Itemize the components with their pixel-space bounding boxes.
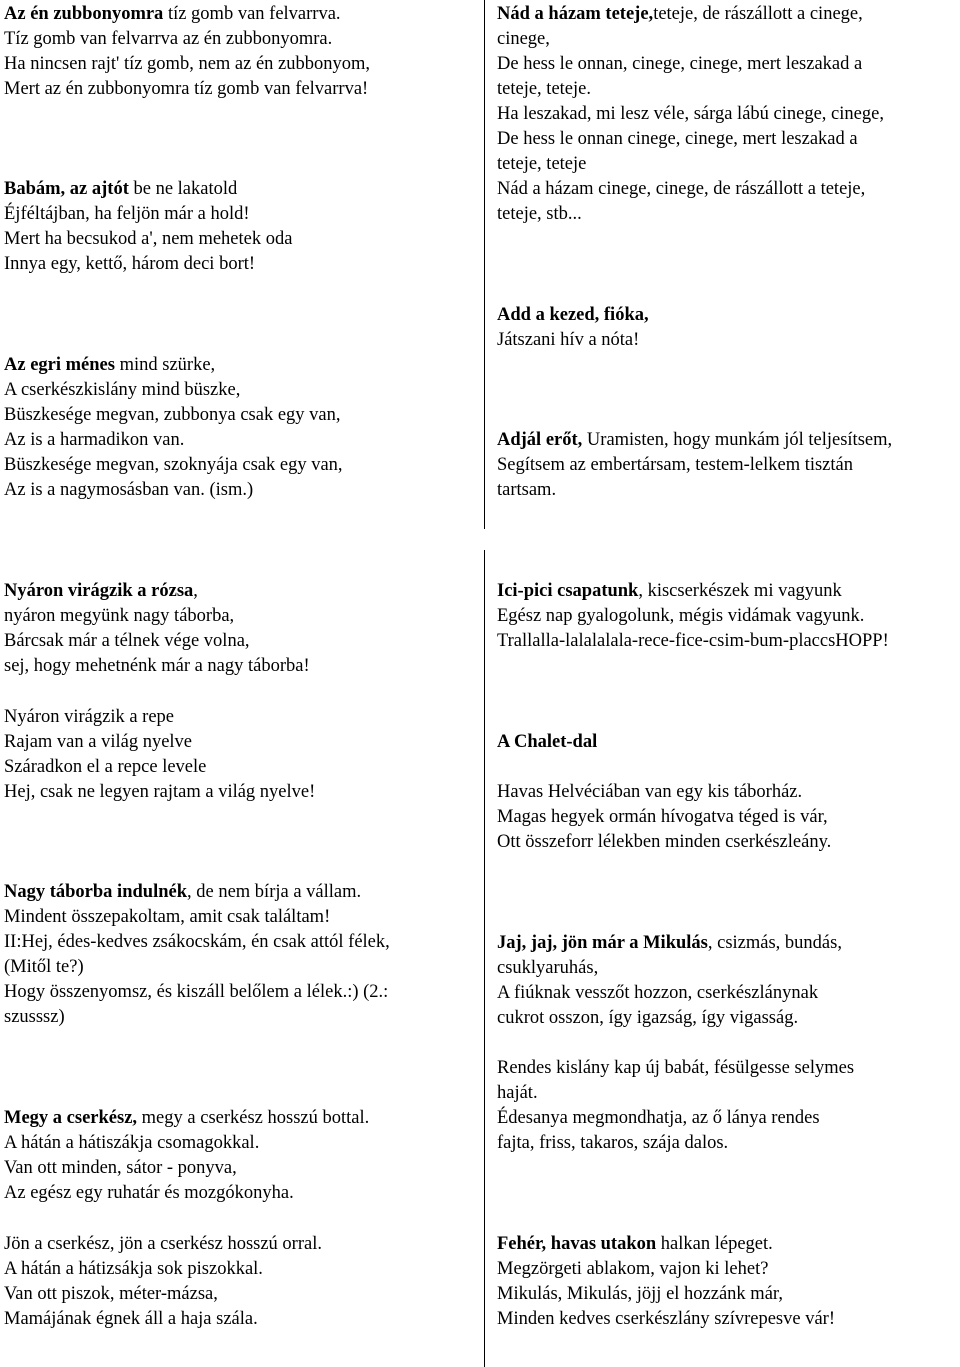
- text: nyáron megyünk nagy táborba,: [4, 606, 235, 626]
- text-line: [497, 152, 957, 177]
- text-line: [497, 303, 957, 328]
- text: cukrot osszon, így igazság, így vigasság.: [497, 1008, 799, 1028]
- bold-text: Nád a házam teteje,: [497, 4, 654, 24]
- text-line: [497, 1081, 957, 1106]
- text: Egész nap gyalogolunk, mégis vidámak vagyunk.: [497, 606, 865, 626]
- text: Az is a harmadikon van.: [4, 430, 185, 450]
- text: teteje, stb...: [497, 204, 582, 224]
- text: (Mitől te?): [4, 957, 84, 977]
- text: Büszkesége megvan, szoknyája csak egy van,: [4, 455, 343, 475]
- text: Jön a cserkész, jön a cserkész hosszú orral.: [4, 1234, 322, 1254]
- text-line: [4, 428, 478, 453]
- text-line: [4, 1282, 478, 1307]
- text: Megzörgeti ablakom, vajon ki lehet?: [497, 1259, 769, 1279]
- text-line: [497, 1282, 957, 1307]
- text: be ne lakatold: [128, 179, 238, 199]
- text-line: [497, 1307, 957, 1332]
- text-line: [4, 378, 478, 403]
- text: , kiscserkészek mi vagyunk: [638, 581, 842, 601]
- text-line: [4, 755, 478, 780]
- text: Hej, csak ne legyen rajtam a világ nyelve!: [4, 782, 316, 802]
- text: halkan lépeget.: [656, 1234, 773, 1254]
- text: Mindent összepakoltam, amit csak találtam!: [4, 907, 331, 927]
- text-line: [497, 956, 957, 981]
- text-line: [497, 1106, 957, 1131]
- bold-text: Nyáron virágzik a rózsa: [4, 581, 194, 601]
- text-line: [497, 202, 957, 227]
- text: szusssz): [4, 1007, 65, 1027]
- text-line: [4, 52, 478, 77]
- text-line: [497, 579, 957, 604]
- text: megy a cserkész hosszú bottal.: [137, 1108, 370, 1128]
- song-jon-a-cserkesz: [4, 1232, 478, 1332]
- bold-text: Az egri ménes: [4, 355, 115, 375]
- text: Van ott piszok, méter-mázsa,: [4, 1284, 218, 1304]
- text-line: [4, 905, 478, 930]
- text: Rendes kislány kap új babát, fésülgesse selymes: [497, 1058, 855, 1078]
- text-line: [4, 955, 478, 980]
- text: II:Hej, édes-kedves zsákocskám, én csak attól félek,: [4, 932, 390, 952]
- text-line: [4, 604, 478, 629]
- text: sej, hogy mehetnénk már a nagy táborba!: [4, 656, 310, 676]
- text: Játszani hív a nóta!: [497, 330, 640, 350]
- text: De hess le onnan cinege, cinege, mert leszakad a: [497, 129, 858, 149]
- column-divider-bottom: [484, 550, 485, 1367]
- text: A fiúknak vesszőt hozzon, cserkészlánynak: [497, 983, 819, 1003]
- text-line: [4, 2, 478, 27]
- text: Büszkesége megvan, zubbonya csak egy van,: [4, 405, 341, 425]
- text-line: [497, 604, 957, 629]
- text-line: [497, 102, 957, 127]
- text: Van ott minden, sátor - ponyva,: [4, 1158, 237, 1178]
- text-line: [497, 328, 957, 353]
- text-line: [497, 830, 957, 855]
- text-line: [4, 780, 478, 805]
- text: Havas Helvéciában van egy kis táborház.: [497, 782, 803, 802]
- text: tíz gomb van felvarrva.: [163, 4, 341, 24]
- text: mind szürke,: [114, 355, 216, 375]
- song-ici-pici: [497, 579, 957, 654]
- bold-text: Megy a cserkész,: [4, 1108, 138, 1128]
- text: Az egész egy ruhatár és mozgókonyha.: [4, 1183, 294, 1203]
- text: Bárcsak már a télnek vége volna,: [4, 631, 250, 651]
- text-line: [4, 1181, 478, 1206]
- text-line: [497, 428, 957, 453]
- text: Trallalla-lalalalala-rece-fice-csim-bum-placcsHOPP!: [497, 631, 889, 651]
- text-line: [4, 880, 478, 905]
- text-line: [4, 1307, 478, 1332]
- song-chalet-title: [497, 730, 957, 755]
- text: A hátán a hátizsákja sok piszokkal.: [4, 1259, 263, 1279]
- text: Ha nincsen rajt' tíz gomb, nem az én zubbonyom,: [4, 54, 371, 74]
- text-line: [4, 1156, 478, 1181]
- text: , de nem bírja a vállam.: [187, 882, 362, 902]
- song-zubbony: [4, 2, 478, 102]
- text-line: [4, 227, 478, 252]
- bold-text: Jaj, jaj, jön már a Mikulás: [497, 933, 708, 953]
- bold-text: Babám, az ajtót: [4, 179, 129, 199]
- bold-text: Nagy táborba indulnék: [4, 882, 187, 902]
- text: Uramisten, hogy munkám jól teljesítsem,: [582, 430, 893, 450]
- text: Magas hegyek ormán hívogatva téged is vár,: [497, 807, 828, 827]
- text: csuklyaruhás,: [497, 958, 599, 978]
- song-megy-a-cserkesz: [4, 1106, 478, 1206]
- song-egri-menes: [4, 353, 478, 503]
- song-nagy-taborba: [4, 880, 478, 1030]
- text-line: [497, 931, 957, 956]
- text-line: [4, 478, 478, 503]
- text: Tíz gomb van felvarrva az én zubbonyomra.: [4, 29, 333, 49]
- text: Ha leszakad, mi lesz véle, sárga lábú cinege, cinege,: [497, 104, 884, 124]
- text: Mikulás, Mikulás, jöjj el hozzánk már,: [497, 1284, 783, 1304]
- text: Az is a nagymosásban van. (ism.): [4, 480, 254, 500]
- text: Segítsem az embertársam, testem-lelkem tisztán: [497, 455, 853, 475]
- bold-text: Adjál erőt,: [497, 430, 583, 450]
- text-line: [497, 2, 957, 27]
- text-line: [4, 654, 478, 679]
- song-feher-havas: [497, 1232, 957, 1332]
- song-babam: [4, 177, 478, 277]
- text-line: [497, 27, 957, 52]
- text: Nyáron virágzik a repe: [4, 707, 175, 727]
- text-line: [497, 780, 957, 805]
- text: Nád a házam cinege, cinege, de rászállott a teteje,: [497, 179, 866, 199]
- text-line: [497, 1056, 957, 1081]
- text: Mamájának égnek áll a haja szála.: [4, 1309, 258, 1329]
- song-nyaron-repe: [4, 705, 478, 805]
- text-line: [4, 705, 478, 730]
- text: ,: [193, 581, 198, 601]
- text: Édesanya megmondhatja, az ő lánya rendes: [497, 1108, 820, 1128]
- text-line: [4, 1232, 478, 1257]
- text-line: [497, 981, 957, 1006]
- song-adjal-erot: [497, 428, 957, 503]
- text-line: [497, 805, 957, 830]
- text-line: [4, 1257, 478, 1282]
- text: teteje, de rászállott a cinege,: [653, 4, 863, 24]
- text: Éjféltájban, ha feljön már a hold!: [4, 204, 250, 224]
- text-line: [497, 1232, 957, 1257]
- song-add-a-kezed: [497, 303, 957, 353]
- text-line: [4, 453, 478, 478]
- song-nad-a-hazam: [497, 2, 957, 227]
- text-line: [497, 1131, 957, 1156]
- song-chalet: [497, 780, 957, 855]
- song-rendes-kislany: [497, 1056, 957, 1156]
- bold-text: Fehér, havas utakon: [497, 1234, 657, 1254]
- text: A cserkészkislány mind büszke,: [4, 380, 241, 400]
- text-line: [4, 252, 478, 277]
- text-line: [4, 353, 478, 378]
- text: Mert az én zubbonyomra tíz gomb van felvarrva!: [4, 79, 369, 99]
- text: teteje, teteje.: [497, 79, 591, 99]
- text-line: [497, 127, 957, 152]
- text-line: [497, 77, 957, 102]
- text-line: [4, 1131, 478, 1156]
- text: Innya egy, kettő, három deci bort!: [4, 254, 256, 274]
- text-line: [4, 177, 478, 202]
- text-line: [4, 202, 478, 227]
- text: A hátán a hátiszákja csomagokkal.: [4, 1133, 260, 1153]
- bold-text: Add a kezed, fióka,: [497, 305, 649, 325]
- text: Ott összeforr lélekben minden cserkészleány.: [497, 832, 832, 852]
- text-line: [4, 1106, 478, 1131]
- text: fajta, friss, takaros, szája dalos.: [497, 1133, 729, 1153]
- text-line: [497, 629, 957, 654]
- text-line: [497, 730, 957, 755]
- text: , csizmás, bundás,: [707, 933, 842, 953]
- text-line: [497, 453, 957, 478]
- text: De hess le onnan, cinege, cinege, mert leszakad a: [497, 54, 863, 74]
- text-line: [4, 403, 478, 428]
- text-line: [4, 629, 478, 654]
- text: tartsam.: [497, 480, 557, 500]
- text: Rajam van a világ nyelve: [4, 732, 193, 752]
- song-nyaron-virag: [4, 579, 478, 679]
- bold-text: Az én zubbonyomra: [4, 4, 164, 24]
- text-line: [4, 730, 478, 755]
- text-line: [4, 1005, 478, 1030]
- text-line: [4, 980, 478, 1005]
- text-line: [497, 478, 957, 503]
- text: Hogy összenyomsz, és kiszáll belőlem a lélek.:) (2.:: [4, 982, 389, 1002]
- text: cinege,: [497, 29, 550, 49]
- text: Mert ha becsukod a', nem mehetek oda: [4, 229, 293, 249]
- text-line: [4, 579, 478, 604]
- text: haját.: [497, 1083, 538, 1103]
- text-line: [497, 1257, 957, 1282]
- text-line: [497, 1006, 957, 1031]
- text-line: [4, 77, 478, 102]
- text-line: [4, 27, 478, 52]
- text-line: [4, 930, 478, 955]
- text: Minden kedves cserkészlány szívrepesve vár!: [497, 1309, 836, 1329]
- bold-text: Ici-pici csapatunk: [497, 581, 639, 601]
- bold-text: A Chalet-dal: [497, 732, 598, 752]
- text-line: [497, 52, 957, 77]
- song-jaj-mikulas: [497, 931, 957, 1031]
- text: teteje, teteje: [497, 154, 587, 174]
- text: Száradkon el a repce levele: [4, 757, 207, 777]
- text-line: [497, 177, 957, 202]
- column-divider-top: [484, 0, 485, 529]
